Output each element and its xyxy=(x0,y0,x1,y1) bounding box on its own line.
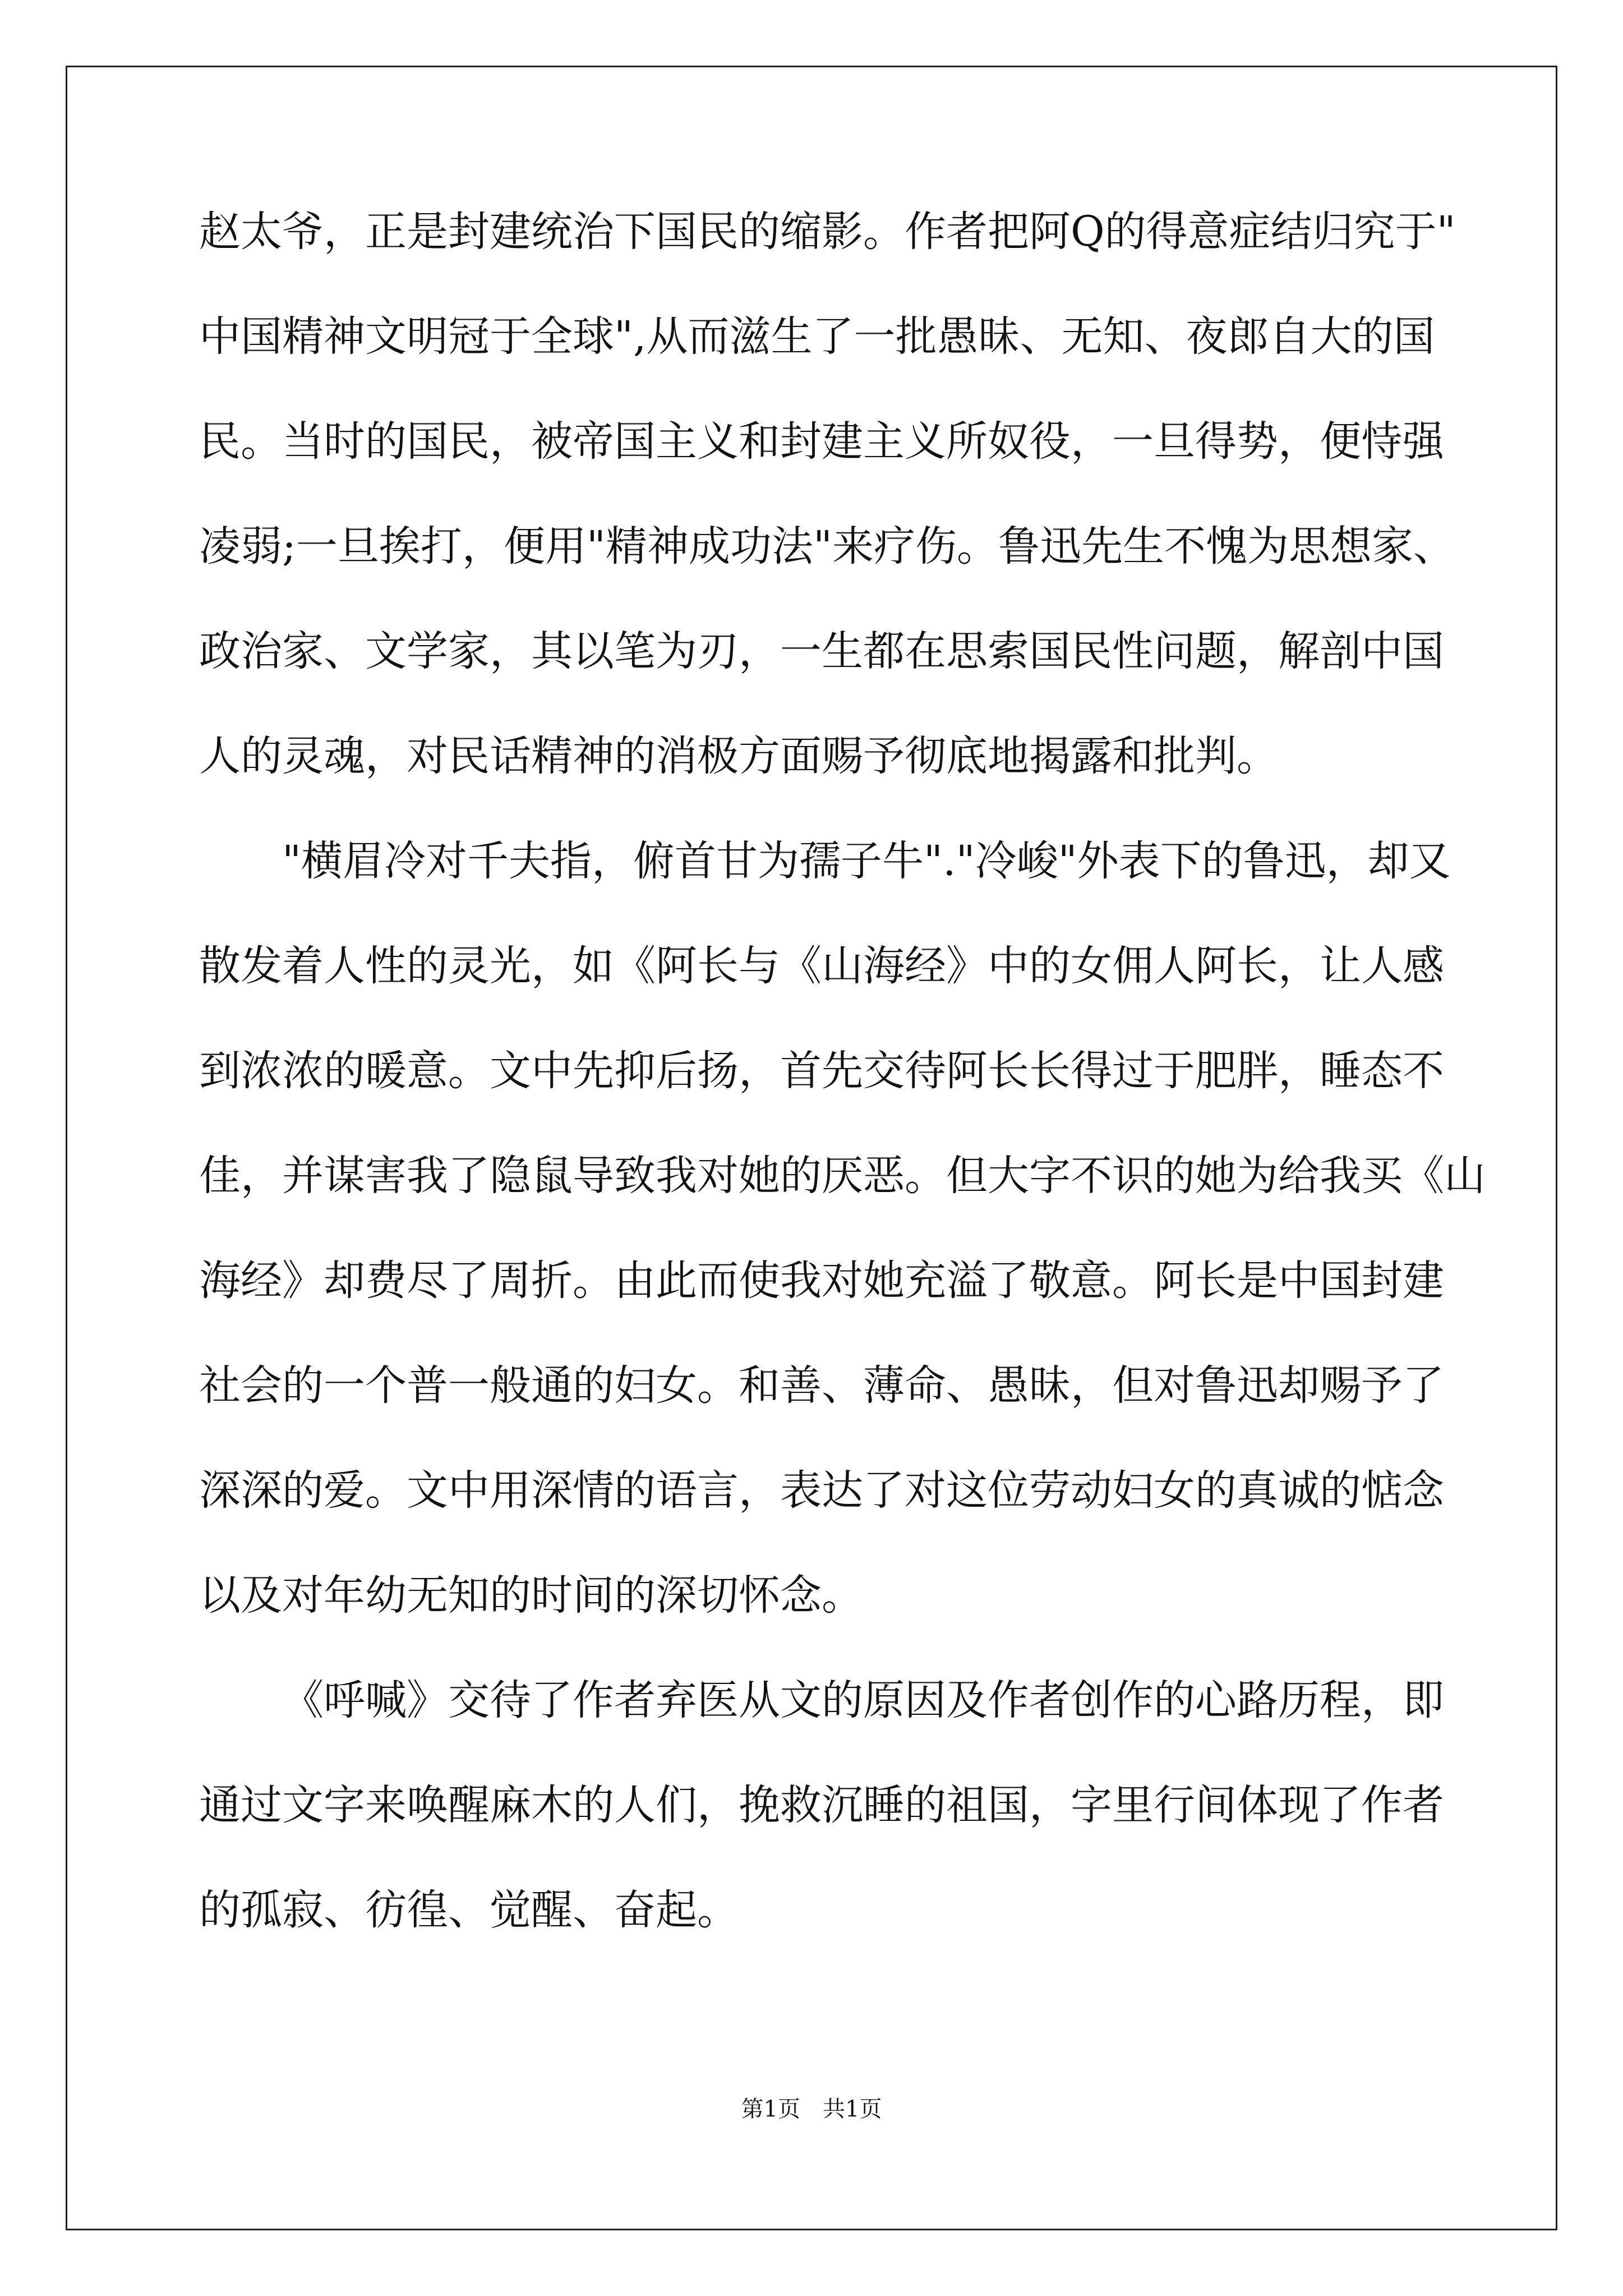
text-line: 《呼喊》交待了作者弃医从文的原因及作者创作的心路历程，即 xyxy=(282,1676,1444,1724)
paragraph xyxy=(199,180,1456,809)
page-number-label: 第1页 共1页 xyxy=(741,2096,882,2122)
text-line: 人的灵魂，对民话精神的消极方面赐予彻底地揭露和批判。 xyxy=(199,732,1278,780)
paragraph xyxy=(199,1648,1444,1963)
text-line: 中国精神文明冠于全球",从而滋生了一批愚昧、无知、夜郎自大的国 xyxy=(199,312,1435,361)
text-line: 通过文字来唤醒麻木的人们，挽救沉睡的祖国，字里行间体现了作者 xyxy=(199,1781,1444,1829)
text-line: 散发着人性的灵光，如《阿长与《山海经》中的女佣人阿长，让人感 xyxy=(199,942,1444,990)
text-line: 政治家、文学家，其以笔为刃，一生都在思索国民性问题，解剖中国 xyxy=(199,627,1444,675)
text-line: "横眉冷对千夫指，俯首甘为孺子牛"."冷峻"外表下的鲁迅，却又 xyxy=(282,837,1451,885)
page-footer xyxy=(0,2092,1623,2126)
text-line: 到浓浓的暖意。文中先抑后扬，首先交待阿长长得过于肥胖，睡态不 xyxy=(199,1047,1444,1095)
text-line: 民。当时的国民，被帝国主义和封建主义所奴役，一旦得势，便恃强 xyxy=(199,417,1444,466)
text-line: 海经》却费尽了周折。由此而使我对她充溢了敬意。阿长是中国封建 xyxy=(199,1257,1444,1305)
text-line: 赵太爷，正是封建统治下国民的缩影。作者把阿Q的得意症结归究于" xyxy=(199,208,1456,256)
text-line: 的孤寂、彷徨、觉醒、奋起。 xyxy=(199,1886,739,1934)
text-line: 以及对年幼无知的时间的深切怀念。 xyxy=(199,1571,863,1619)
text-line: 社会的一个普一般通的妇女。和善、薄命、愚昧，但对鲁迅却赐予了 xyxy=(199,1361,1444,1410)
text-line: 凌弱;一旦挨打，便用"精神成功法"来疗伤。鲁迅先生不愧为思想家、 xyxy=(199,522,1455,570)
paragraph xyxy=(199,809,1486,1648)
document-body xyxy=(199,180,1486,1963)
text-line: 佳，并谋害我了隐鼠导致我对她的厌恶。但大字不识的她为给我买《山 xyxy=(199,1152,1486,1200)
text-line: 深深的爱。文中用深情的语言，表达了对这位劳动妇女的真诚的惦念 xyxy=(199,1466,1444,1515)
